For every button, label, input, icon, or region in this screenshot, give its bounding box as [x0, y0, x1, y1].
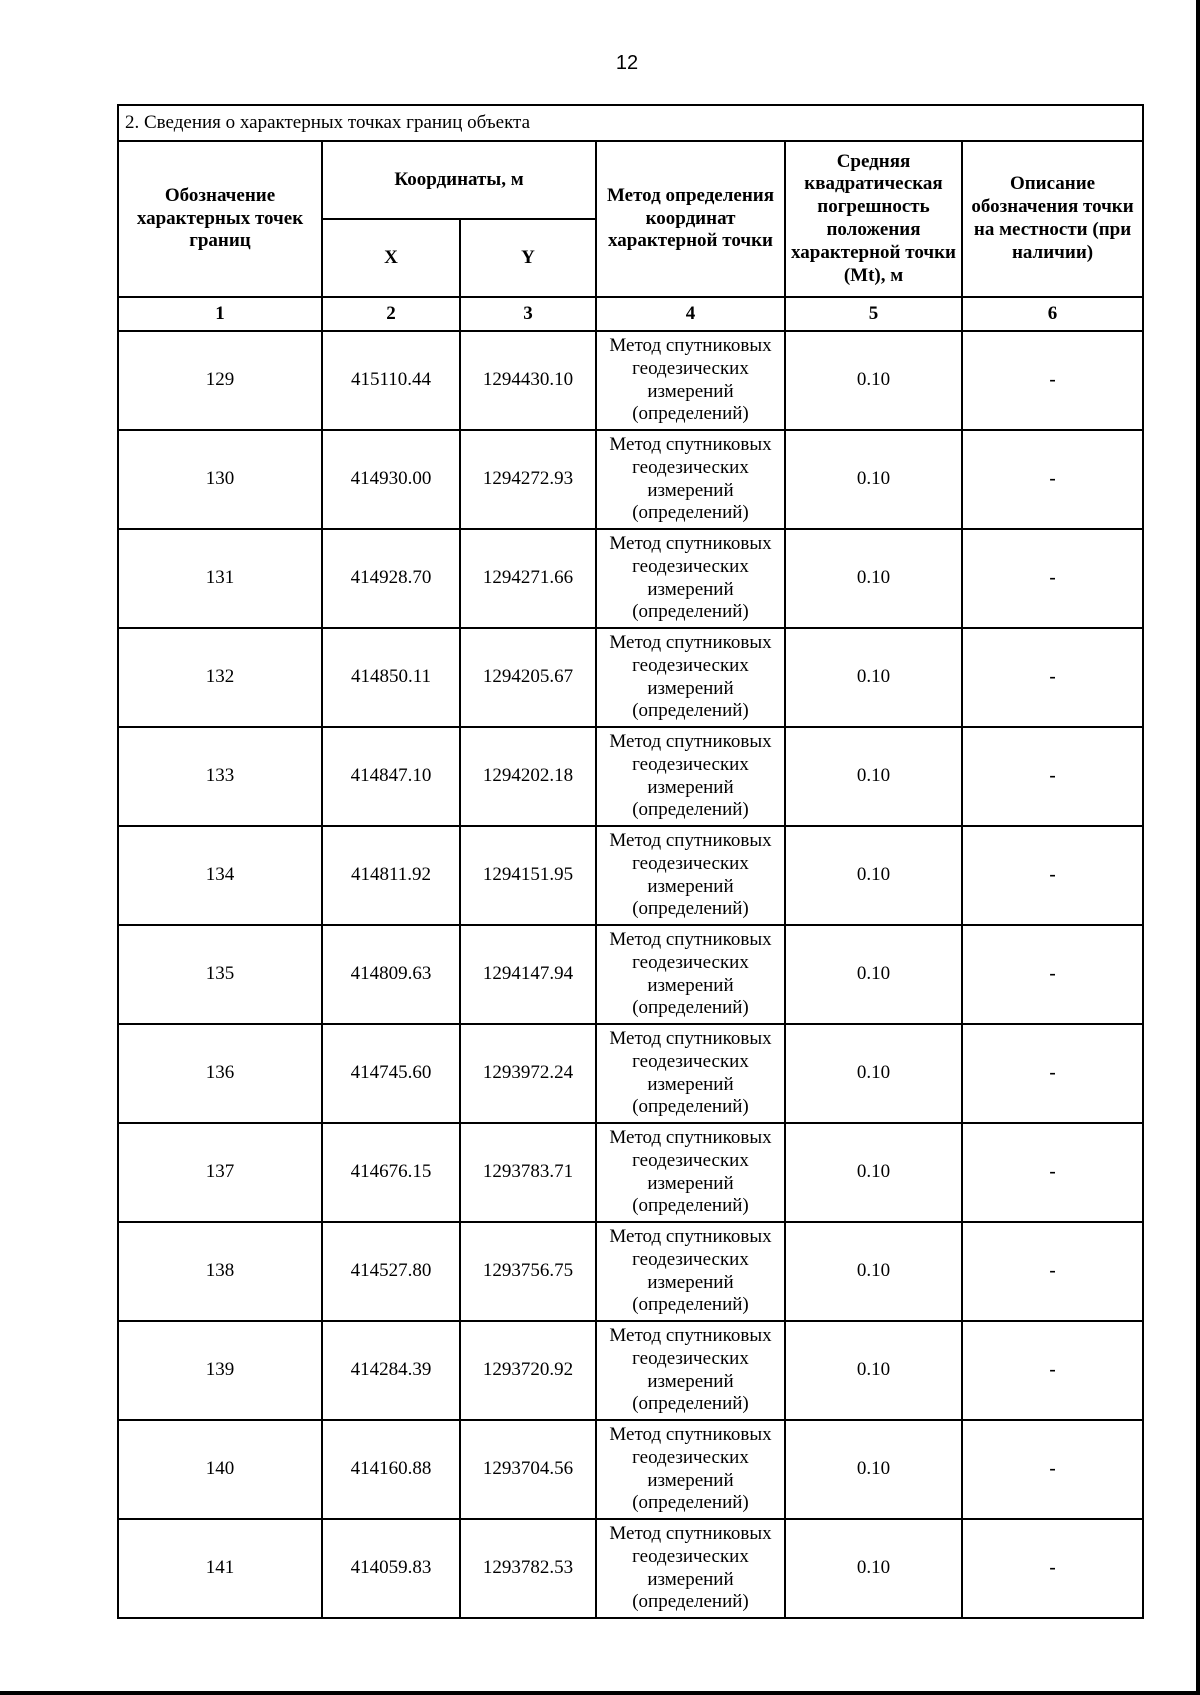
description-cell: -	[962, 430, 1143, 529]
x-cell: 414850.11	[322, 628, 460, 727]
table-row	[118, 628, 1143, 727]
header-method: Метод определения координат характерной точки	[596, 141, 785, 297]
point-cell: 135	[118, 925, 322, 1024]
description-cell: -	[962, 331, 1143, 430]
description-cell: -	[962, 1420, 1143, 1519]
x-cell: 414809.63	[322, 925, 460, 1024]
point-cell: 137	[118, 1123, 322, 1222]
y-cell: 1294147.94	[460, 925, 596, 1024]
table-row	[118, 1321, 1143, 1420]
error-cell: 0.10	[785, 430, 962, 529]
header-point-designation: Обозначение характерных точек границ	[118, 141, 322, 297]
point-cell: 139	[118, 1321, 322, 1420]
description-cell: -	[962, 1519, 1143, 1618]
description-cell: -	[962, 925, 1143, 1024]
table-row	[118, 529, 1143, 628]
header-error: Средняя квадратическая погрешность положения характерной точки (Mt), м	[785, 141, 962, 297]
point-cell: 141	[118, 1519, 322, 1618]
description-cell: -	[962, 529, 1143, 628]
point-cell: 129	[118, 331, 322, 430]
boundary-points-table	[117, 104, 1144, 1619]
error-cell: 0.10	[785, 1420, 962, 1519]
error-cell: 0.10	[785, 826, 962, 925]
method-cell: Метод спутниковых геодезических измерений (определений)	[596, 1123, 785, 1222]
y-cell: 1293782.53	[460, 1519, 596, 1618]
column-number: 1	[118, 297, 322, 331]
error-cell: 0.10	[785, 1024, 962, 1123]
method-cell: Метод спутниковых геодезических измерений (определений)	[596, 430, 785, 529]
description-cell: -	[962, 1222, 1143, 1321]
description-cell: -	[962, 1123, 1143, 1222]
method-cell: Метод спутниковых геодезических измерений (определений)	[596, 826, 785, 925]
table-row	[118, 727, 1143, 826]
description-cell: -	[962, 727, 1143, 826]
error-cell: 0.10	[785, 1222, 962, 1321]
y-cell: 1293972.24	[460, 1024, 596, 1123]
error-cell: 0.10	[785, 331, 962, 430]
description-cell: -	[962, 628, 1143, 727]
point-cell: 138	[118, 1222, 322, 1321]
x-cell: 414811.92	[322, 826, 460, 925]
y-cell: 1294430.10	[460, 331, 596, 430]
x-cell: 415110.44	[322, 331, 460, 430]
description-cell: -	[962, 1321, 1143, 1420]
section-caption: 2. Сведения о характерных точках границ объекта	[118, 105, 1143, 141]
x-cell: 414160.88	[322, 1420, 460, 1519]
description-cell: -	[962, 1024, 1143, 1123]
y-cell: 1293704.56	[460, 1420, 596, 1519]
column-number: 5	[785, 297, 962, 331]
method-cell: Метод спутниковых геодезических измерений (определений)	[596, 1222, 785, 1321]
page-number: 12	[615, 52, 639, 74]
error-cell: 0.10	[785, 628, 962, 727]
y-cell: 1293783.71	[460, 1123, 596, 1222]
table-row	[118, 925, 1143, 1024]
table-row	[118, 331, 1143, 430]
point-cell: 134	[118, 826, 322, 925]
y-cell: 1293720.92	[460, 1321, 596, 1420]
y-cell: 1294151.95	[460, 826, 596, 925]
method-cell: Метод спутниковых геодезических измерений (определений)	[596, 331, 785, 430]
y-cell: 1293756.75	[460, 1222, 596, 1321]
error-cell: 0.10	[785, 727, 962, 826]
table-row	[118, 1519, 1143, 1618]
x-cell: 414745.60	[322, 1024, 460, 1123]
point-cell: 130	[118, 430, 322, 529]
column-number: 3	[460, 297, 596, 331]
y-cell: 1294202.18	[460, 727, 596, 826]
x-cell: 414847.10	[322, 727, 460, 826]
point-cell: 133	[118, 727, 322, 826]
y-cell: 1294272.93	[460, 430, 596, 529]
x-cell: 414284.39	[322, 1321, 460, 1420]
method-cell: Метод спутниковых геодезических измерений (определений)	[596, 1519, 785, 1618]
header-description: Описание обозначения точки на местности (при наличии)	[962, 141, 1143, 297]
method-cell: Метод спутниковых геодезических измерений (определений)	[596, 1420, 785, 1519]
method-cell: Метод спутниковых геодезических измерений (определений)	[596, 925, 785, 1024]
table-row	[118, 1222, 1143, 1321]
table-row	[118, 1420, 1143, 1519]
table-row	[118, 1024, 1143, 1123]
error-cell: 0.10	[785, 1321, 962, 1420]
point-cell: 131	[118, 529, 322, 628]
error-cell: 0.10	[785, 925, 962, 1024]
header-coordinates: Координаты, м	[322, 141, 596, 219]
error-cell: 0.10	[785, 529, 962, 628]
point-cell: 140	[118, 1420, 322, 1519]
description-cell: -	[962, 826, 1143, 925]
column-number: 6	[962, 297, 1143, 331]
x-cell: 414527.80	[322, 1222, 460, 1321]
method-cell: Метод спутниковых геодезических измерений (определений)	[596, 727, 785, 826]
table-row	[118, 1123, 1143, 1222]
table-row	[118, 826, 1143, 925]
column-number: 2	[322, 297, 460, 331]
error-cell: 0.10	[785, 1123, 962, 1222]
point-cell: 132	[118, 628, 322, 727]
x-cell: 414676.15	[322, 1123, 460, 1222]
x-cell: 414930.00	[322, 430, 460, 529]
header-y: Y	[460, 219, 596, 297]
table-row	[118, 430, 1143, 529]
y-cell: 1294205.67	[460, 628, 596, 727]
x-cell: 414928.70	[322, 529, 460, 628]
method-cell: Метод спутниковых геодезических измерений (определений)	[596, 1321, 785, 1420]
method-cell: Метод спутниковых геодезических измерений (определений)	[596, 1024, 785, 1123]
header-x: X	[322, 219, 460, 297]
column-number: 4	[596, 297, 785, 331]
method-cell: Метод спутниковых геодезических измерений (определений)	[596, 628, 785, 727]
y-cell: 1294271.66	[460, 529, 596, 628]
error-cell: 0.10	[785, 1519, 962, 1618]
method-cell: Метод спутниковых геодезических измерений (определений)	[596, 529, 785, 628]
point-cell: 136	[118, 1024, 322, 1123]
column-number-row	[118, 297, 1143, 331]
x-cell: 414059.83	[322, 1519, 460, 1618]
